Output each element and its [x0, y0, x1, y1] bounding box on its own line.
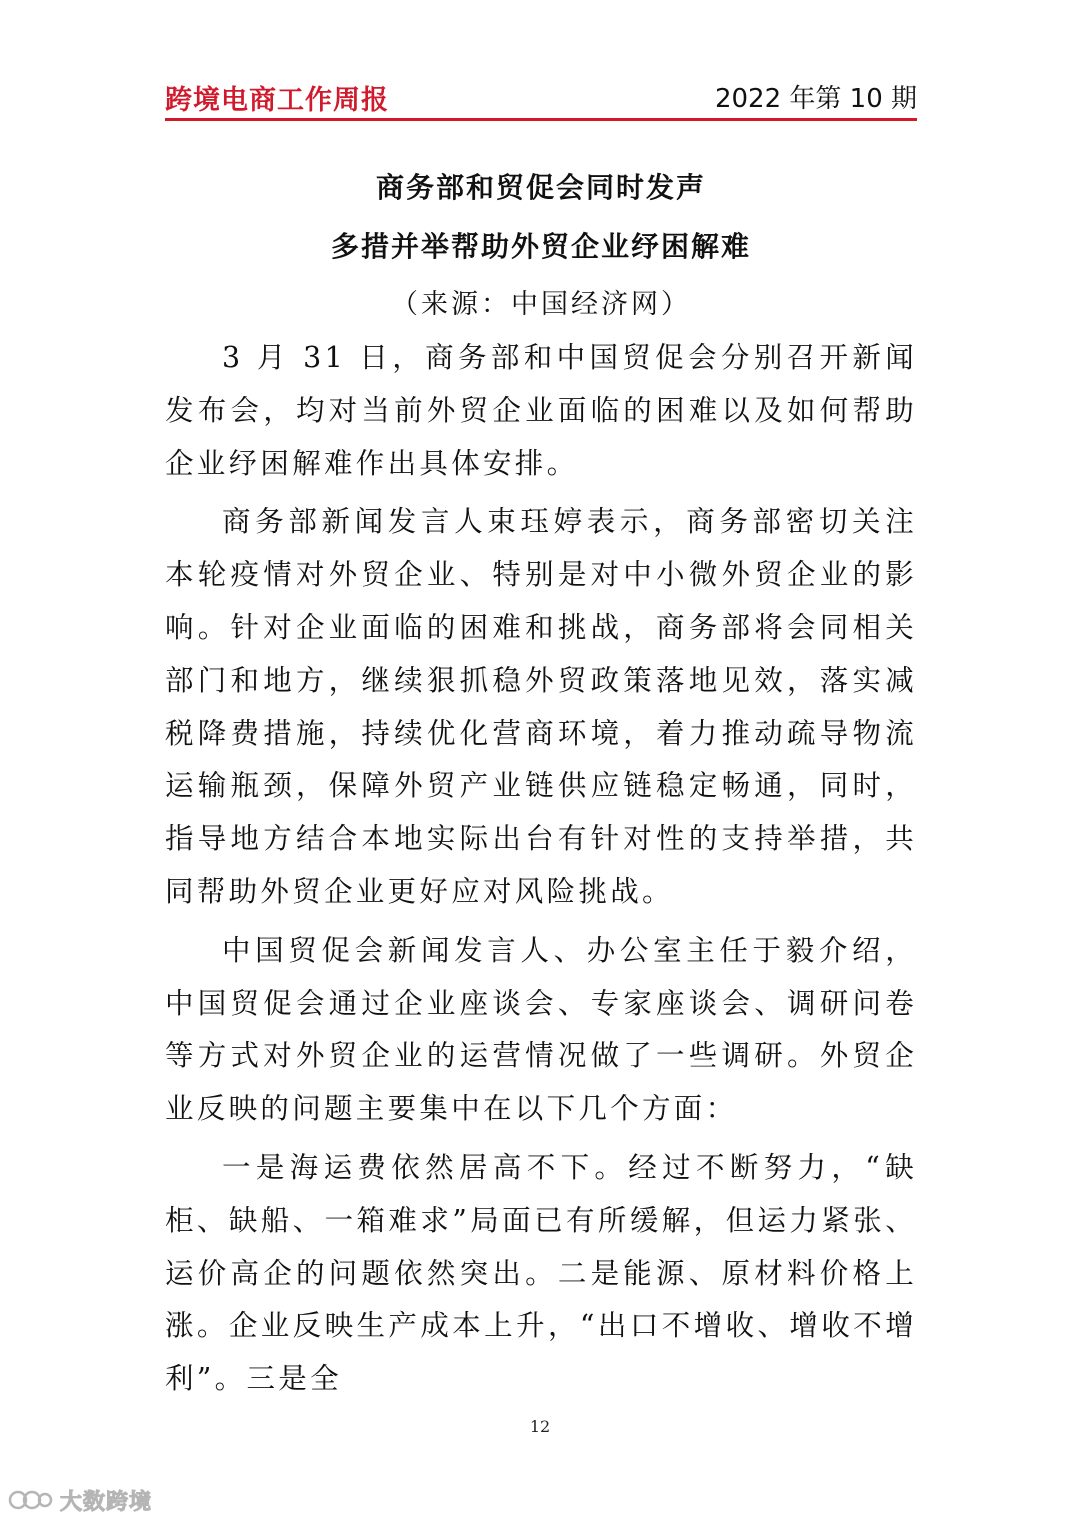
brand-logo-icon: [8, 1488, 54, 1512]
paragraph-1: 3 月 31 日，商务部和中国贸促会分别召开新闻发布会，均对当前外贸企业面临的困难以及如何帮助企业纾困解难作出具体安排。: [165, 341, 917, 480]
page-header: [165, 72, 917, 120]
paragraph-2: 商务部新闻发言人束珏婷表示，商务部密切关注本轮疫情对外贸企业、特别是对中小微外贸企业的影响。针对企业面临的困难和挑战，商务部将会同相关部门和地方，继续狠抓稳外贸政策落地见效，落实减税降费措施，持续优化营商环境，着力推动疏导物流运输瓶颈，保障外贸产业链供应链稳定畅通，同时，指导地方结合本地实际出台有针对性的支持举措，共同帮助外贸企业更好应对风险挑战。: [165, 505, 917, 908]
page-number: 12: [529, 1417, 551, 1436]
publication-name: 跨境电商工作周报: [165, 85, 389, 116]
paragraph-3: 中国贸促会新闻发言人、办公室主任于毅介绍，中国贸促会通过企业座谈会、专家座谈会、调研问卷等方式对外贸企业的运营情况做了一些调研。外贸企业反映的问题主要集中在以下几个方面：: [165, 933, 917, 1126]
article-source: （来源：中国经济网）: [391, 289, 691, 320]
paragraph-4: 一是海运费依然居高不下。经过不断努力，“缺柜、缺船、一箱难求”局面已有所缓解，但运力紧张、运价高企的问题依然突出。二是能源、原材料价格上涨。企业反映生产成本上升，“出口不增收、增收不增利”。三是全: [165, 1150, 917, 1396]
article-title-line2: 多措并举帮助外贸企业纾困解难: [330, 230, 751, 263]
issue-number: 2022 年第 10 期: [714, 84, 917, 114]
header-divider: [165, 118, 917, 121]
watermark-text: 大数跨境: [60, 1489, 153, 1515]
article-body: [165, 332, 917, 1406]
article-title-line1: 商务部和贸促会同时发声: [375, 171, 706, 204]
watermark: [8, 1485, 152, 1515]
